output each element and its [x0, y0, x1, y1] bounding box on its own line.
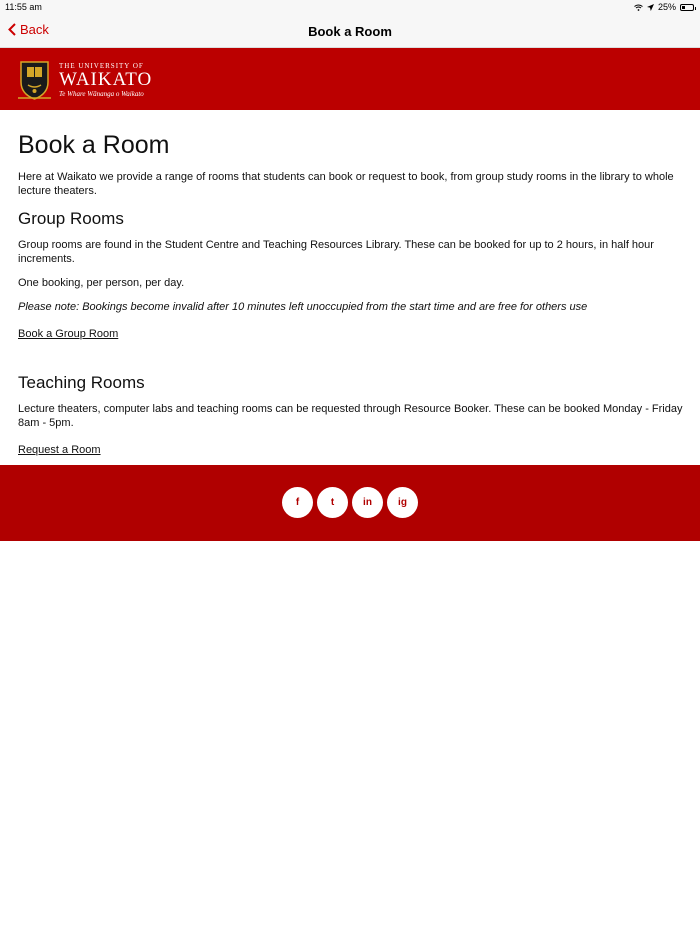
- nav-title: Book a Room: [308, 24, 392, 39]
- status-indicators: [634, 2, 694, 12]
- group-rooms-description: Group rooms are found in the Student Centre and Teaching Resources Library. These can be booked for up to 2 hours, in half hour increments.: [18, 239, 654, 265]
- instagram-icon: ig: [398, 497, 407, 508]
- intro-text: Here at Waikato we provide a range of rooms that students can book or request to book, from group study rooms in the library to whole lecture theaters.: [18, 171, 674, 197]
- footer: [0, 465, 700, 541]
- teaching-rooms-heading: Teaching Rooms: [18, 373, 145, 392]
- linkedin-icon: in: [363, 497, 372, 508]
- battery-percent: 25%: [657, 2, 676, 12]
- brand-name: WAIKATO: [59, 69, 153, 90]
- booking-limit-text: One booking, per person, per day.: [18, 277, 185, 289]
- status-bar: [0, 0, 700, 14]
- linkedin-button[interactable]: [352, 487, 383, 518]
- back-label: Back: [20, 22, 49, 37]
- request-room-link[interactable]: Request a Room: [18, 444, 101, 456]
- teaching-rooms-description: Lecture theaters, computer labs and teaching rooms can be requested through Resource Booker. These can be booked Monday - Friday 8am - 5pm.: [18, 403, 683, 429]
- instagram-button[interactable]: [387, 487, 418, 518]
- brand-small-text: THE UNIVERSITY OF: [59, 62, 144, 70]
- wifi-icon: [634, 4, 643, 11]
- group-rooms-heading: Group Rooms: [18, 209, 124, 228]
- facebook-icon: f: [295, 497, 300, 508]
- navigation-bar: [0, 14, 700, 48]
- battery-icon: [680, 4, 694, 11]
- location-arrow-icon: [647, 4, 654, 11]
- facebook-button[interactable]: [282, 487, 313, 518]
- brand-logo-text: [59, 62, 152, 99]
- social-links: [0, 487, 700, 518]
- twitter-button[interactable]: [317, 487, 348, 518]
- booking-note: Please note: Bookings become invalid after 10 minutes left unoccupied from the start time and are free for others use: [18, 301, 588, 313]
- university-crest-icon: [18, 60, 51, 100]
- status-time: 11:55 am: [5, 2, 42, 12]
- book-group-room-link[interactable]: Book a Group Room: [18, 328, 119, 340]
- section-spacer: [18, 342, 683, 372]
- brand-header: [0, 48, 700, 110]
- page-title: Book a Room: [18, 131, 170, 159]
- twitter-icon: t: [330, 497, 335, 508]
- brand-tagline: Te Whare Wānanga o Waikato: [59, 90, 144, 98]
- main-content: [18, 130, 683, 458]
